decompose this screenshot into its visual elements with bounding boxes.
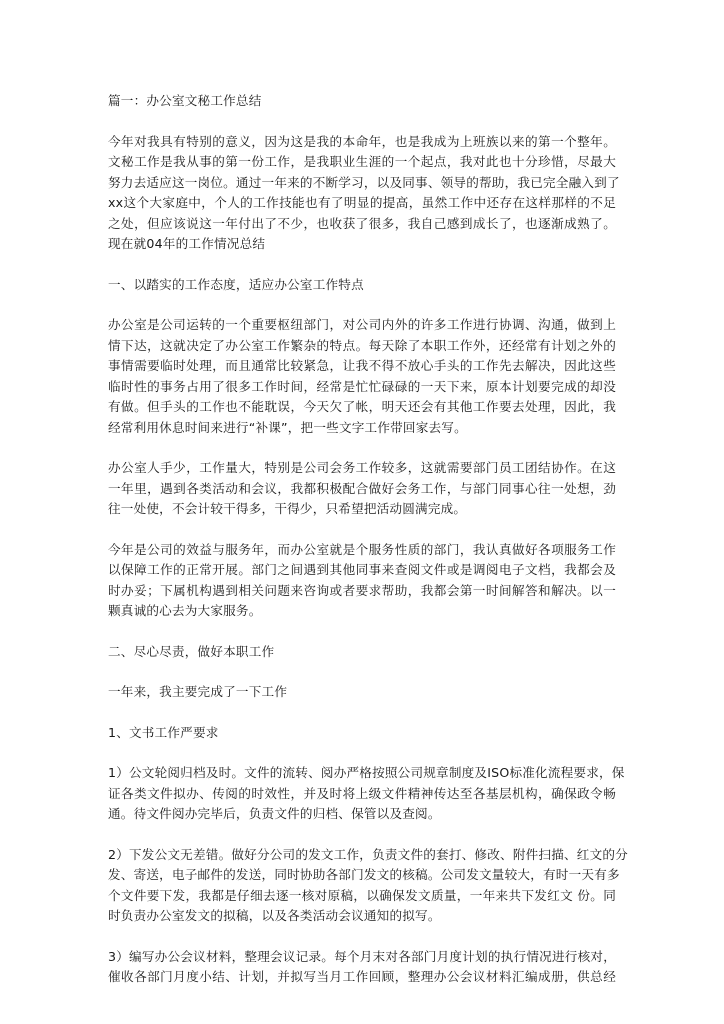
item-line: 通。待文件阅办完毕后，负责文件的归档、保管以及查阅。 (108, 806, 441, 821)
item-3 (108, 947, 616, 988)
item-line: 催收各部门月度小结、计划，并拟写当月工作回顾，整理办公会议材料汇编成册，供总经 (108, 969, 616, 984)
paragraph-line: 今年是公司的效益与服务年，而办公室就是个服务性质的部门，我认真做好各项服务工作 (108, 541, 616, 557)
paragraph-line: 以保障工作的正常开展。部门之间遇到其他同事来查阅文件或是调阅电子文档，我都会及 (108, 562, 616, 577)
item-1 (108, 763, 625, 825)
paragraph-line: 事情需要临时处理，而且通常比较紧急，让我不得不放心手头的工作先去解决，因此这些 (108, 358, 616, 373)
paragraph-line: 一年来，我主要完成了一下工作 (108, 684, 288, 699)
paragraph-line: 办公室人手少，工作量大，特别是公司会务工作较多，这就需要部门员工团结协作。在这 (108, 460, 616, 475)
subsection-heading-1: 1、文书工作严要求 (108, 724, 219, 740)
paragraph-line: 情下达，这就决定了办公室工作繁杂的特点。每天除了本职工作外，还经常有计划之外的 (108, 337, 616, 353)
intro-line: 之处，但应该说这一年付出了不少，也收获了很多，我自己感到成长了，也逐渐成熟了。 (108, 215, 616, 231)
item-line: 时负责办公室发文的拟稿，以及各类活动会议通知的拟写。 (108, 908, 441, 923)
intro-line: 努力去适应这一岗位。通过一年来的不断学习，以及同事、领导的帮助，我已完全融入到了 (108, 174, 620, 190)
paragraph-line: 办公室是公司运转的一个重要枢纽部门，对公司内外的许多工作进行协调、沟通，做到上 (108, 317, 616, 332)
item-line: 1）公文轮阅归档及时。文件的流转、阅办严格按照公司规章制度及ISO标准化流程要求，保 (108, 765, 625, 780)
item-2 (108, 845, 628, 927)
intro-line: xx这个大家庭中，个人的工作技能也有了明显的提高，虽然工作中还存在这样那样的不足 (108, 195, 616, 210)
section-heading-2: 二、尽心尽责，做好本职工作 (108, 643, 275, 659)
intro-line: 今年对我具有特别的意义，因为这是我的本命年，也是我成为上班族以来的第一个整年。 (108, 133, 616, 149)
document-page (108, 91, 628, 1008)
paragraph-3 (108, 540, 616, 622)
section-heading-1: 一、以踏实的工作态度，适应办公室工作特点 (108, 276, 364, 292)
intro-line: 现在就04年的工作情况总结 (108, 236, 266, 251)
paragraph-4 (108, 682, 616, 703)
item-line: 3）编写办公会议材料，整理会议记录。每个月末对各部门月度计划的执行情况进行核对， (108, 948, 616, 964)
intro-paragraph (108, 132, 620, 255)
paragraph-2 (108, 458, 616, 520)
item-line: 发、寄送，电子邮件的发送，同时协助各部门发文的核稿。公司发文量较大，有时一天有多 (108, 867, 620, 882)
paragraph-line: 临时性的事务占用了很多工作时间，经常是忙忙碌碌的一天下来，原本计划要完成的却没 (108, 378, 616, 394)
paragraph-line: 往一处使，不会计较干得多，干得少，只希望把活动圆满完成。 (108, 501, 467, 516)
paragraph-line: 时办妥；下属机构遇到相关问题来咨询或者要求帮助，我都会第一时间解答和解决。以一 (108, 582, 616, 598)
paragraph-line: 一年里，遇到各类活动和会议，我都积极配合做好会务工作，与部门同事心往一处想，劲 (108, 480, 616, 496)
item-line: 个文件要下发，我都是仔细去逐一核对原稿，以确保发文质量，一年来共下发红文 份。同 (108, 887, 616, 903)
item-line: 证各类文件拟办、传阅的时效性，并及时将上级文件精神传达至各基层机构，确保政令畅 (108, 785, 616, 801)
paragraph-line: 颗真诚的心去为大家服务。 (108, 603, 262, 618)
intro-line: 文秘工作是我从事的第一份工作，是我职业生涯的一个起点，我对此也十分珍惜，尽最大 (108, 154, 616, 169)
paragraph-line: 有做。但手头的工作也不能耽误，今天欠了帐，明天还会有其他工作要去处理，因此，我 (108, 399, 616, 414)
paragraph-1 (108, 315, 616, 438)
item-line: 2）下发公文无差错。做好分公司的发文工作，负责文件的套打、修改、附件扫描、红文的分 (108, 846, 628, 862)
paragraph-line: 经常利用休息时间来进行“补课”，把一些文字工作带回家去写。 (108, 419, 467, 435)
document-title: 篇一：办公室文秘工作总结 (108, 93, 262, 108)
